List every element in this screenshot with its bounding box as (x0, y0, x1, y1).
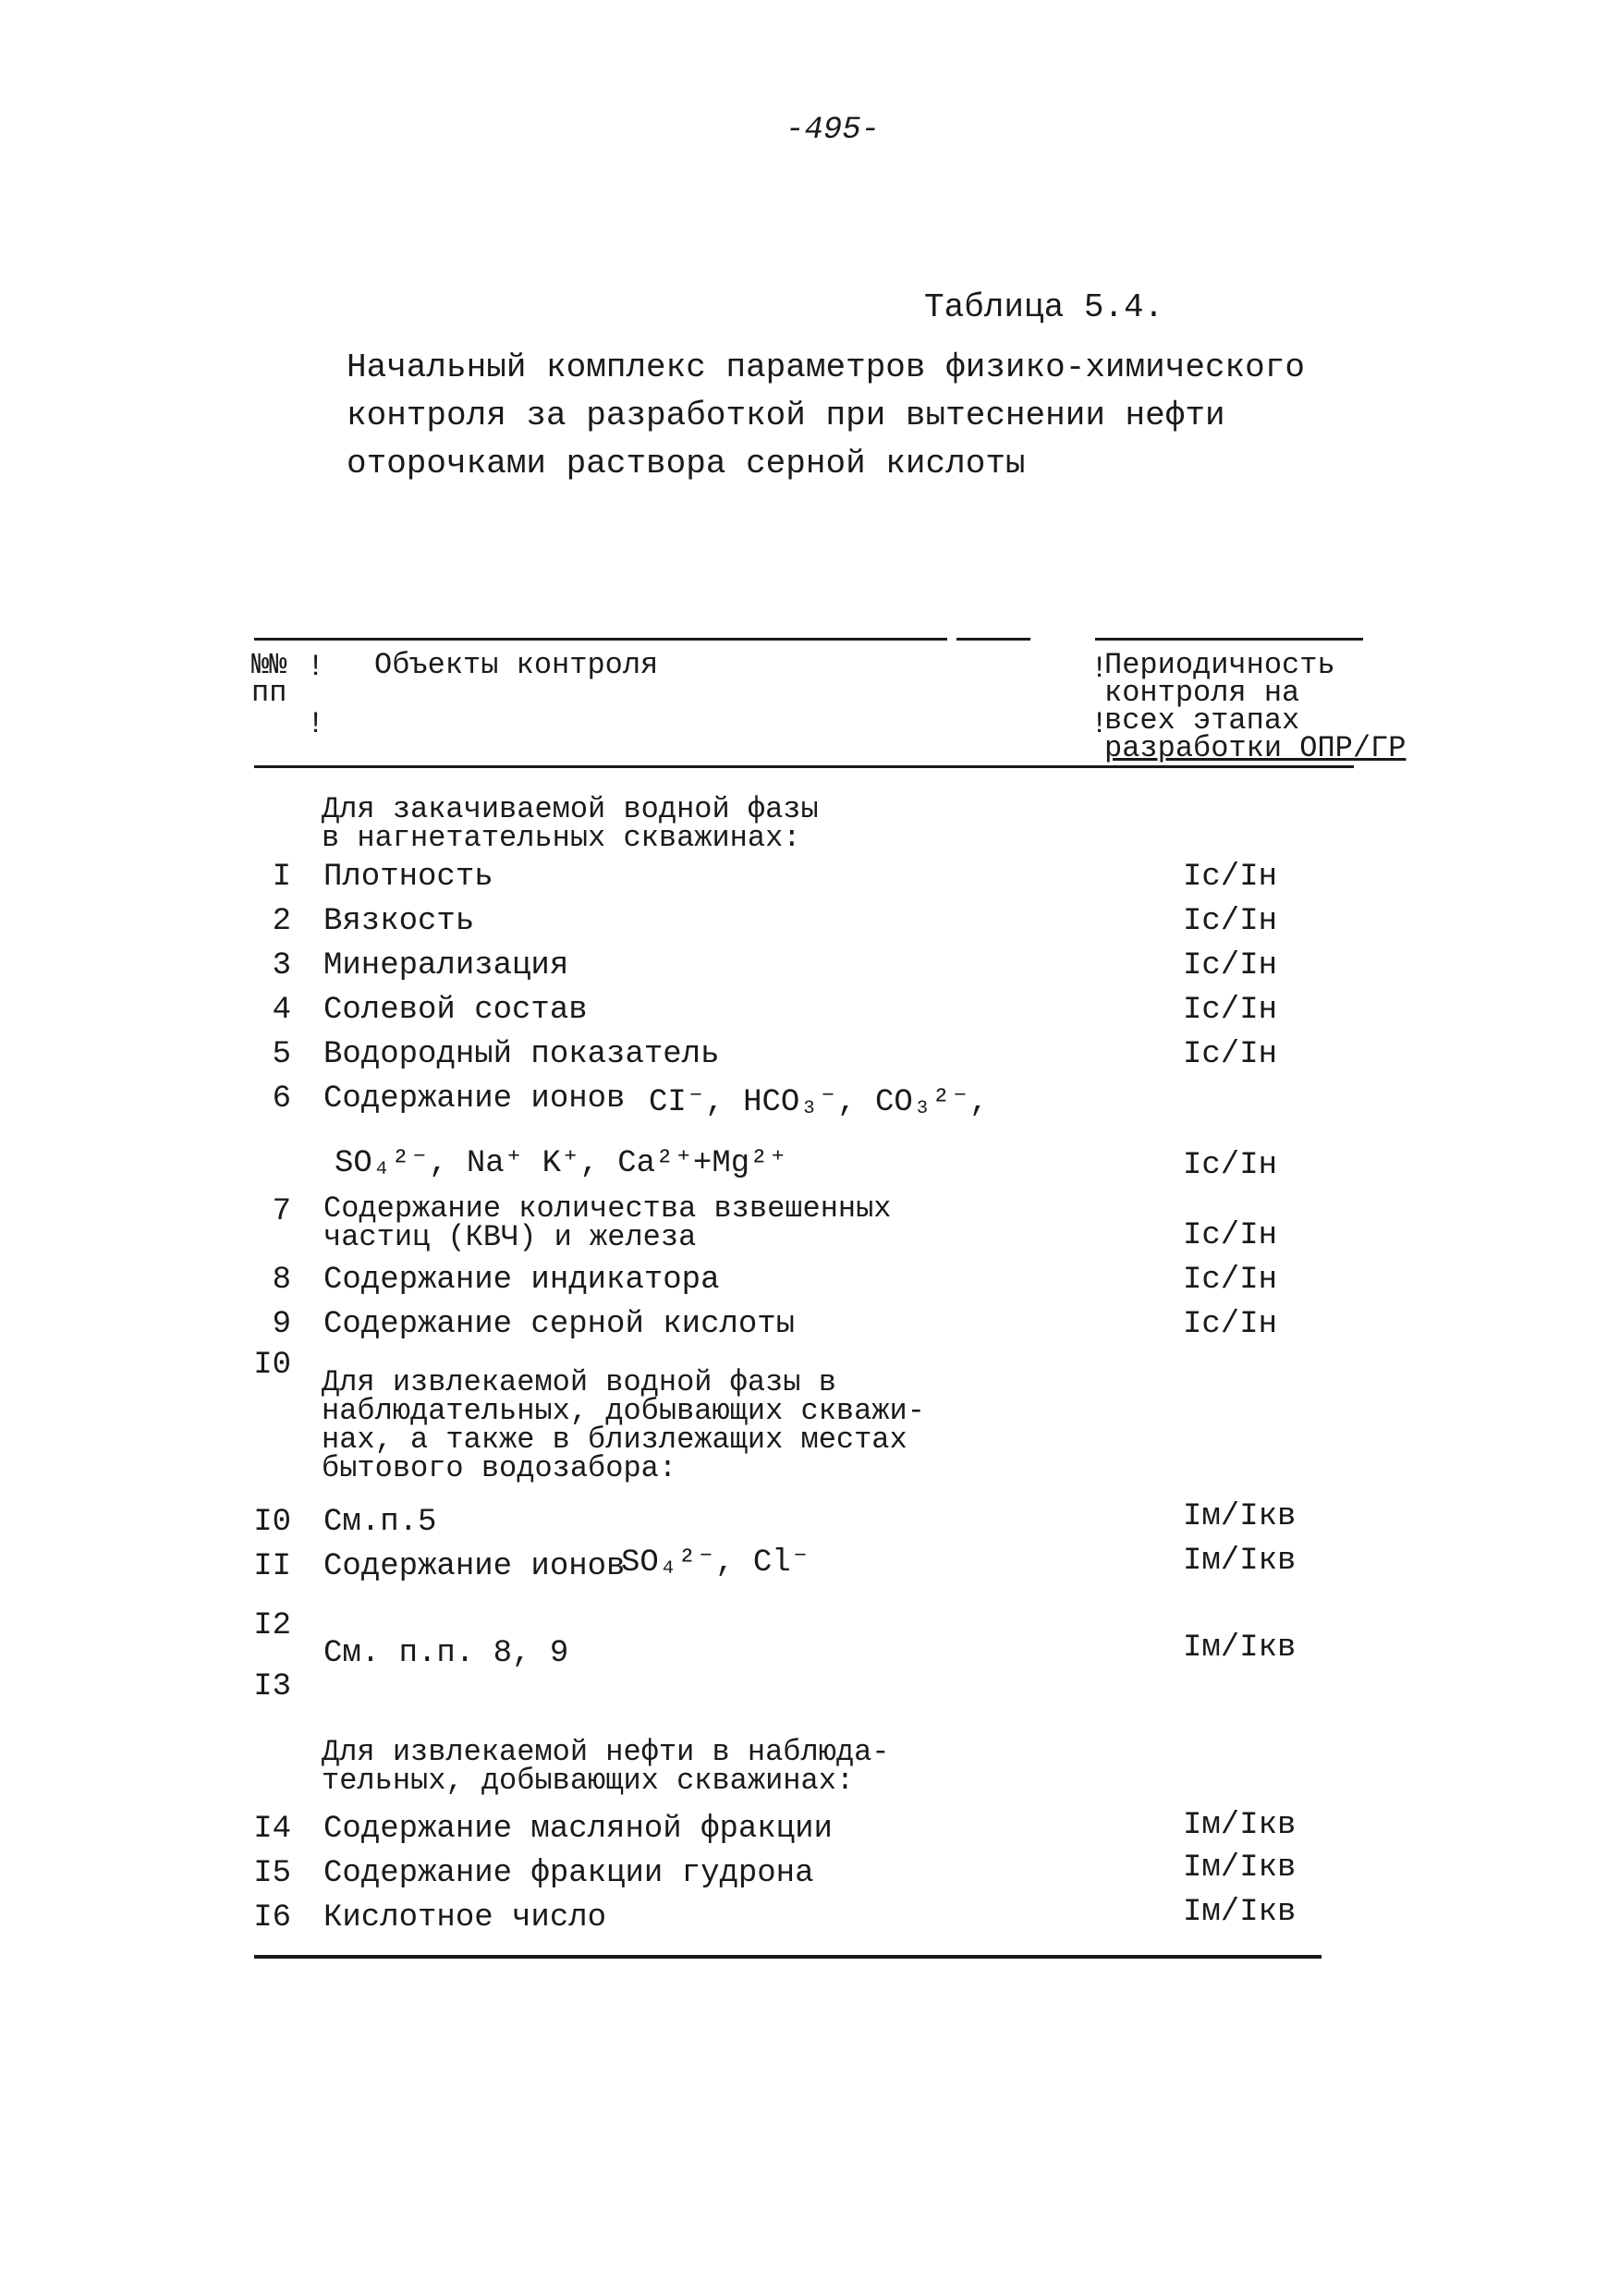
caption-line: контроля за разработкой при вытеснении нефти (347, 397, 1225, 434)
caption-line: оторочками раствора серной кислоты (347, 445, 1026, 482)
header-divider-mark: ! (1090, 652, 1109, 686)
table-caption (347, 344, 1305, 488)
header-num: №№ пп (251, 648, 287, 710)
ion-list: CI⁻, HCO₃⁻, CO₃²⁻, (649, 1085, 989, 1120)
header-divider-mark: ! (1090, 707, 1109, 741)
group-heading: Для закачиваемой водной фазы в нагнетательных скважинах: (322, 792, 819, 855)
group-heading: Для извлекаемой нефти в наблюда- тельных, добывающих скважинах: (322, 1735, 890, 1798)
header-divider-mark: ! (307, 650, 325, 684)
header-period: Периодичность контроля на всех этапах разработки ОПР/ГР (1104, 648, 1407, 765)
header-divider-mark: ! (307, 707, 325, 741)
page-number: -495- (786, 113, 881, 148)
header-top-rule (254, 638, 947, 641)
ion-list: SO₄²⁻, Na⁺ K⁺, Ca²⁺+Mg²⁺ (335, 1146, 788, 1181)
table-bottom-rule (254, 1955, 1322, 1959)
table-number: Таблица 5.4. (924, 288, 1164, 326)
header-top-rule (956, 638, 1030, 641)
header-bottom-rule (254, 765, 1354, 768)
ion-list: SO₄²⁻, Cl⁻ (621, 1545, 810, 1581)
caption-line: Начальный комплекс параметров физико-химического (347, 348, 1305, 386)
header-objects: Объекты контроля (374, 648, 659, 682)
header-top-rule (1095, 638, 1363, 641)
